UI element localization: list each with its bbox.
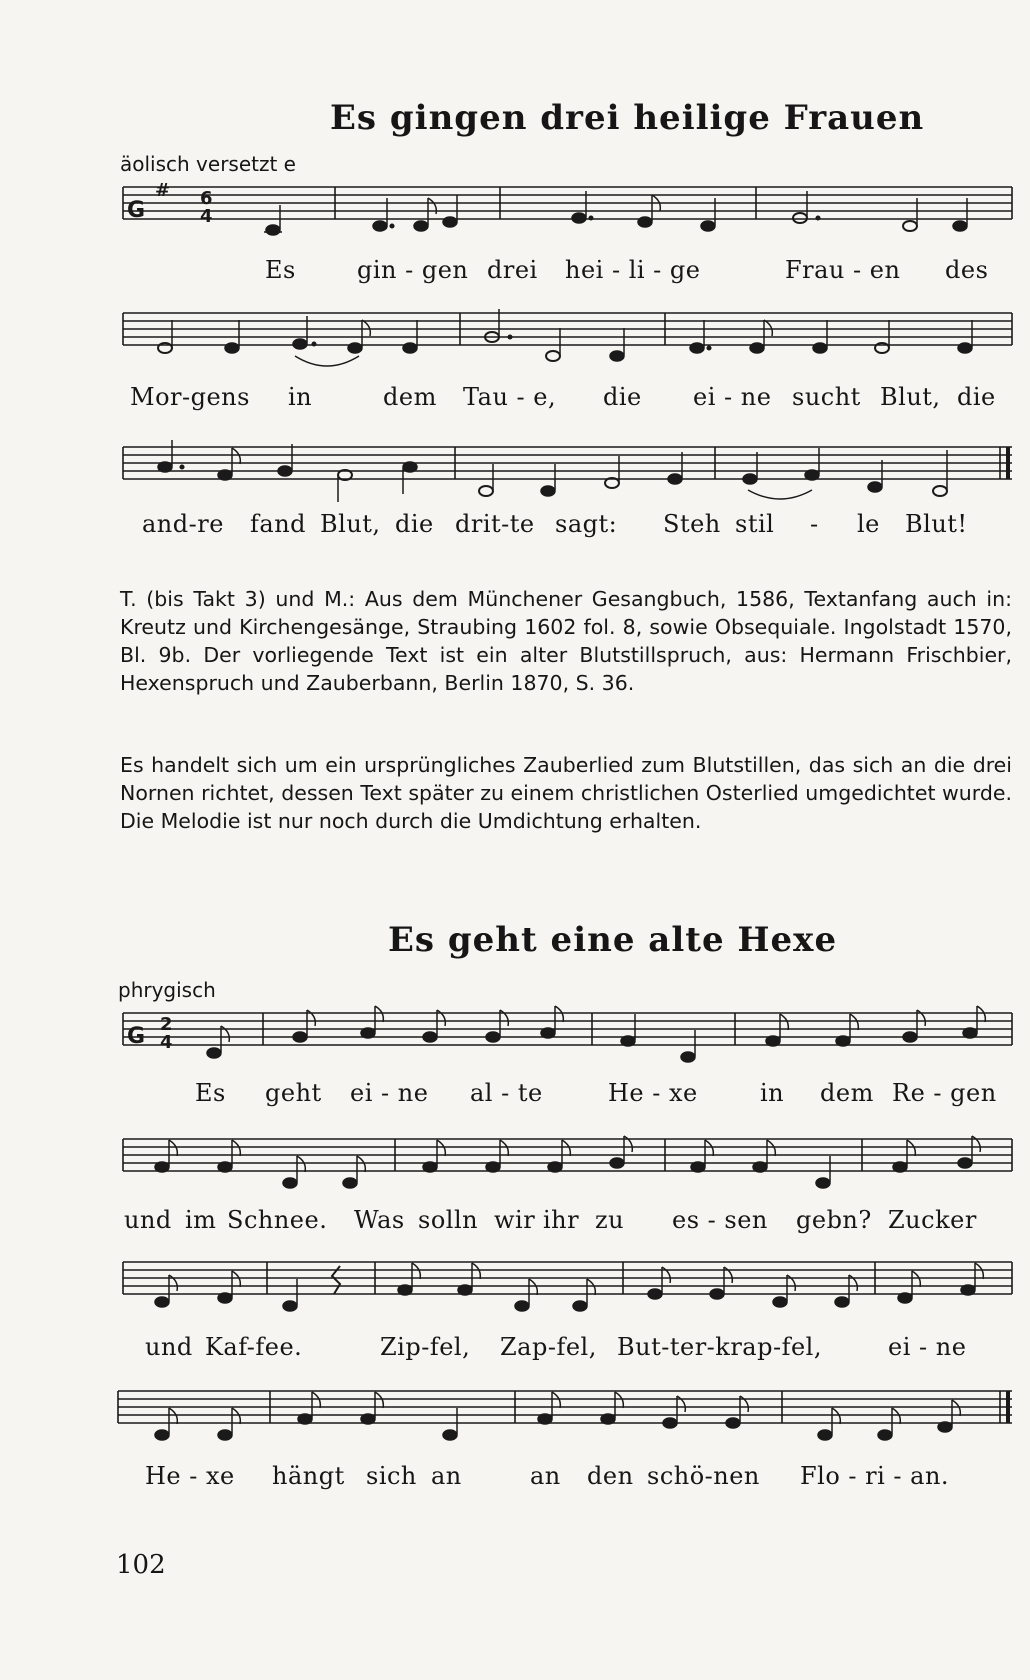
lyric-syllable: But-ter-krap-fel, [617,1333,822,1361]
lyric-syllable: sagt: [555,510,618,538]
lyric-syllable: Es [195,1079,226,1107]
lyric-syllable: zu [595,1206,625,1234]
lyric-syllable: wir [494,1206,536,1234]
lyric-syllable: hei - li - ge [565,256,701,284]
lyric-syllable: Was [354,1206,405,1234]
lyric-syllable: drei [487,256,538,284]
lyric-syllable: ei - ne [888,1333,967,1361]
lyric-syllable: hängt [272,1462,345,1490]
lyric-syllable: dem [820,1079,874,1107]
svg-text:4: 4 [200,206,213,227]
lyric-syllable: geht [265,1079,322,1107]
lyric-syllable: des [945,256,989,284]
lyric-syllable: die [395,510,434,538]
lyric-syllable: Flo - ri - an. [800,1462,950,1490]
lyric-syllable: schö-nen [647,1462,760,1490]
lyric-syllable: le [857,510,880,538]
lyric-syllable: stil [735,510,775,538]
lyric-syllable: al - te [470,1079,543,1107]
lyric-syllable: Zip-fel, [380,1333,471,1361]
lyric-syllable: Schnee. [227,1206,328,1234]
song1-commentary: Es handelt sich um ein ursprüngliches Zauberlied zum Blutstillen, das sich an die drei Nornen richtet, dessen Text später zu einem christlichen Osterlied umgedichtet wurde. Die Melodie ist nur noch durch die Umdichtung erhalten. [120,753,1012,833]
lyric-syllable: Es [265,256,296,284]
svg-text:2: 2 [160,1014,173,1035]
lyric-syllable: Blut, [320,510,381,538]
page-number: 102 [116,1550,166,1580]
lyric-syllable: gebn? [796,1206,872,1234]
lyric-syllable: Steh [663,510,721,538]
svg-text:4: 4 [160,1032,173,1053]
lyric-syllable: fand [250,510,307,538]
lyric-syllable: an [431,1462,462,1490]
svg-text:#: # [155,180,171,201]
lyric-syllable: im [185,1206,217,1234]
lyric-syllable: sich [366,1462,417,1490]
lyric-syllable: an [530,1462,561,1490]
lyric-syllable: in [760,1079,785,1107]
lyric-syllable: dem [383,383,437,411]
lyric-syllable: sucht [792,383,861,411]
lyric-syllable: die [957,383,996,411]
song1-source-note: T. (bis Takt 3) und M.: Aus dem Münchener Gesangbuch, 1586, Textanfang auch in: Kreutz und Kirchengesänge, Straubing 1602 fol. 8, sowie Obsequiale. Ingolstadt 1570, Bl. 9b. Der vorliegende Text ist ein alter Blutstillspruch, aus: Hermann Frischbier, Hexenspruch und Zauberbann, Berlin 1870, S. 36. [120,587,1012,695]
lyric-syllable: and-re [142,510,224,538]
lyric-syllable: und [145,1333,193,1361]
lyric-syllable: Blut, [880,383,941,411]
svg-text:G: G [127,198,146,223]
lyric-syllable: die [603,383,642,411]
lyric-syllable: Re - gen [892,1079,997,1107]
song1-title: Es gingen drei heilige Frauen [330,98,925,138]
lyric-syllable: Zucker [888,1206,977,1234]
song1-mode: äolisch versetzt e [120,152,296,176]
lyric-syllable: den [587,1462,634,1490]
lyric-syllable: in [288,383,313,411]
lyric-syllable: ei - ne [693,383,772,411]
svg-text:G: G [127,1024,146,1049]
lyric-syllable: He - xe [608,1079,698,1107]
lyric-syllable: Kaf-fee. [205,1333,303,1361]
lyric-syllable: drit-te [455,510,535,538]
lyric-syllable: solln [418,1206,479,1234]
lyric-syllable: He - xe [145,1462,235,1490]
lyric-syllable: ei - ne [350,1079,429,1107]
lyric-syllable: Blut! [905,510,968,538]
lyric-syllable: gin - gen [357,256,469,284]
lyric-syllable: Zap-fel, [500,1333,597,1361]
lyric-syllable: und [124,1206,172,1234]
lyric-syllable: Tau - e, [463,383,557,411]
song2-mode: phrygisch [118,978,216,1002]
lyric-syllable: - [810,510,819,538]
lyric-syllable: ihr [543,1206,580,1234]
lyric-syllable: Frau - en [785,256,901,284]
lyric-syllable: Mor-gens [130,383,250,411]
song2-title: Es geht eine alte Hexe [388,920,838,960]
lyric-syllable: es - sen [672,1206,768,1234]
svg-text:6: 6 [200,188,213,209]
